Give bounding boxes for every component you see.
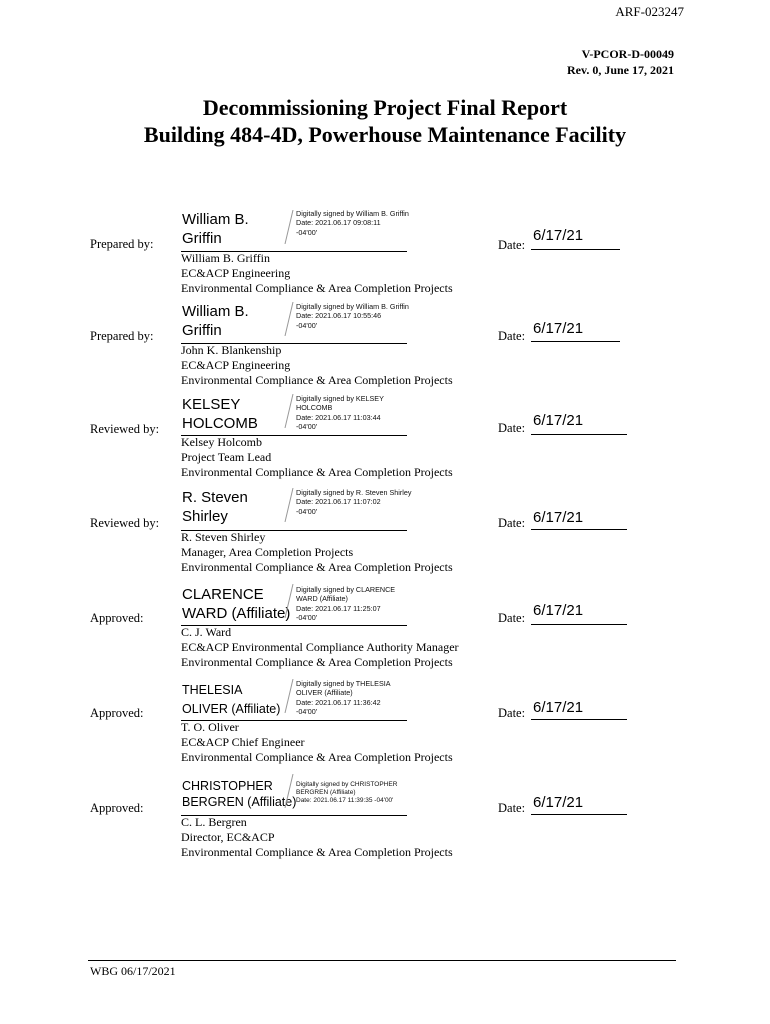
role-label: Approved: <box>90 801 144 815</box>
digital-tz: -04'00' <box>296 320 318 330</box>
signer-info <box>181 815 453 860</box>
signature-divider-icon <box>283 679 295 713</box>
date-line <box>531 719 627 720</box>
signer-info <box>181 720 453 765</box>
signer-dept: Environmental Compliance & Area Completion Projects <box>181 845 453 859</box>
date-label: Date: <box>498 329 526 343</box>
date-label: Date: <box>498 611 526 625</box>
signature-line-2: OLIVER (Affiliate) <box>182 702 281 716</box>
signature-block-approved-1 <box>0 580 770 675</box>
doc-number: V-PCOR-D-00049 <box>581 47 674 61</box>
date-label: Date: <box>498 801 526 815</box>
digital-signed-by: Digitally signed by CLARENCE WARD (Affiliate) <box>296 585 396 604</box>
digital-tz: -04'00' <box>296 707 318 717</box>
signer-dept: Environmental Compliance & Area Completion Projects <box>181 750 453 764</box>
signer-org: EC&ACP Environmental Compliance Authority Manager <box>181 640 459 654</box>
date-value: 6/17/21 <box>533 320 584 337</box>
digital-signed-by: Digitally signed by CHRISTOPHER BERGREN (Affiliate) <box>296 781 398 796</box>
signer-info <box>181 343 453 388</box>
signer-name: Kelsey Holcomb <box>181 435 262 449</box>
signature-line-2: HOLCOMB <box>182 415 258 432</box>
digital-tz: -04'00' <box>296 422 318 432</box>
signature-name <box>182 488 248 526</box>
date-value: 6/17/21 <box>533 699 584 716</box>
signer-org: Director, EC&ACP <box>181 830 275 844</box>
digital-signed-by: Digitally signed by THELESIA OLIVER (Affiliate) <box>296 679 391 698</box>
signature-divider-icon <box>283 394 295 428</box>
signature-line-2: Griffin <box>182 322 222 339</box>
signature-block-prepared-1 <box>0 206 770 301</box>
signer-dept: Environmental Compliance & Area Completion Projects <box>181 655 453 669</box>
signature-line-1: CLARENCE <box>182 586 264 603</box>
signature-line-2: WARD (Affiliate) <box>182 605 291 622</box>
date-label: Date: <box>498 238 526 252</box>
signature-name <box>182 778 296 810</box>
signer-dept: Environmental Compliance & Area Completion Projects <box>181 560 453 574</box>
date-value: 6/17/21 <box>533 602 584 619</box>
signature-block-prepared-2 <box>0 298 770 393</box>
date-value: 6/17/21 <box>533 227 584 244</box>
date-line <box>531 624 627 625</box>
signature-name <box>182 302 249 340</box>
digital-date: Date: 2021.06.17 11:03:44 <box>296 412 381 422</box>
footer-rule <box>88 960 676 961</box>
signer-dept: Environmental Compliance & Area Completion Projects <box>181 465 453 479</box>
date-line <box>531 814 627 815</box>
digital-signature-stamp <box>296 209 416 237</box>
footer-initials-date: WBG 06/17/2021 <box>90 964 176 978</box>
signature-divider-icon <box>283 302 295 336</box>
signature-line-1: William B. <box>182 303 249 320</box>
signer-name: William B. Griffin <box>181 251 270 265</box>
role-label: Reviewed by: <box>90 516 160 530</box>
signature-line-1: KELSEY <box>182 396 241 413</box>
date-value: 6/17/21 <box>533 509 584 526</box>
signature-block-approved-2 <box>0 675 770 770</box>
role-label: Prepared by: <box>90 329 154 343</box>
role-label: Prepared by: <box>90 237 154 251</box>
signer-name: C. J. Ward <box>181 625 232 639</box>
signer-name: John K. Blankenship <box>181 343 282 357</box>
signer-info <box>181 530 453 575</box>
digital-signature-stamp <box>296 781 408 805</box>
signature-name <box>182 210 249 248</box>
title-line-1: Decommissioning Project Final Report <box>202 95 568 120</box>
digital-signature-stamp <box>296 679 416 717</box>
digital-date: Date: 2021.06.17 09:08:11 <box>296 218 381 228</box>
signer-name: R. Steven Shirley <box>181 530 266 544</box>
date-label: Date: <box>498 706 526 720</box>
signer-org: EC&ACP Chief Engineer <box>181 735 305 749</box>
digital-date: Date: 2021.06.17 11:25:07 <box>296 603 381 613</box>
digital-date: Date: 2021.06.17 11:07:02 <box>296 497 381 507</box>
digital-date: Date: 2021.06.17 10:55:46 <box>296 311 382 321</box>
signer-dept: Environmental Compliance & Area Completion Projects <box>181 281 453 295</box>
revision: Rev. 0, June 17, 2021 <box>566 63 674 77</box>
signature-name <box>182 585 290 623</box>
signature-line-1: CHRISTOPHER <box>182 779 273 793</box>
date-line <box>531 341 620 342</box>
role-label: Reviewed by: <box>90 422 160 436</box>
signature-divider-icon <box>283 488 295 522</box>
digital-tz: -04'00' <box>296 613 318 623</box>
signature-divider-icon <box>283 774 295 808</box>
signature-divider-icon <box>283 210 295 244</box>
date-line <box>531 249 620 250</box>
digital-date: Date: 2021.06.17 11:39:35 -04'00' <box>296 797 394 804</box>
signature-block-approved-3 <box>0 770 770 865</box>
role-label: Approved: <box>90 706 144 720</box>
digital-date: Date: 2021.06.17 11:36:42 <box>296 697 381 707</box>
signature-divider-icon <box>283 584 295 618</box>
digital-tz: -04'00' <box>296 227 318 237</box>
signature-line-2: Griffin <box>182 230 222 247</box>
signature-block-reviewed-2 <box>0 485 770 580</box>
signer-dept: Environmental Compliance & Area Completion Projects <box>181 373 453 387</box>
signer-info <box>181 251 453 296</box>
date-line <box>531 529 627 530</box>
signature-line-1: R. Steven <box>182 489 248 506</box>
signature-name <box>182 682 280 717</box>
signer-name: T. O. Oliver <box>181 720 239 734</box>
signature-line-1: THELESIA <box>182 683 243 697</box>
document-id <box>567 46 674 78</box>
digital-tz: -04'00' <box>296 506 318 516</box>
date-value: 6/17/21 <box>533 794 584 811</box>
digital-signed-by: Digitally signed by William B. Griffin <box>296 302 409 311</box>
signer-info <box>181 625 459 670</box>
date-line <box>531 434 627 435</box>
date-label: Date: <box>498 421 526 435</box>
digital-signature-stamp <box>296 302 416 330</box>
signature-line-2: BERGREN (Affiliate) <box>182 795 297 809</box>
signer-org: EC&ACP Engineering <box>181 358 291 372</box>
signer-info <box>181 435 453 480</box>
title-line-2: Building 484-4D, Powerhouse Maintenance Facility <box>143 122 627 147</box>
signature-name <box>182 395 258 433</box>
signer-name: C. L. Bergren <box>181 815 247 829</box>
date-label: Date: <box>498 516 526 530</box>
digital-signature-stamp <box>296 488 416 516</box>
digital-signed-by: Digitally signed by William B. Griffin <box>296 209 409 218</box>
digital-signature-stamp <box>296 585 416 623</box>
digital-signed-by: Digitally signed by R. Steven Shirley <box>296 488 412 497</box>
signature-line-2: Shirley <box>182 508 228 525</box>
digital-signature-stamp <box>296 394 416 432</box>
role-label: Approved: <box>90 611 144 625</box>
page-title <box>0 94 770 148</box>
signer-org: EC&ACP Engineering <box>181 266 291 280</box>
date-value: 6/17/21 <box>533 412 584 429</box>
signer-org: Manager, Area Completion Projects <box>181 545 354 559</box>
signature-line-1: William B. <box>182 211 249 228</box>
signature-block-reviewed-1 <box>0 390 770 485</box>
arf-number: ARF-023247 <box>615 4 684 19</box>
digital-signed-by: Digitally signed by KELSEY HOLCOMB <box>296 394 384 413</box>
signer-org: Project Team Lead <box>181 450 272 464</box>
